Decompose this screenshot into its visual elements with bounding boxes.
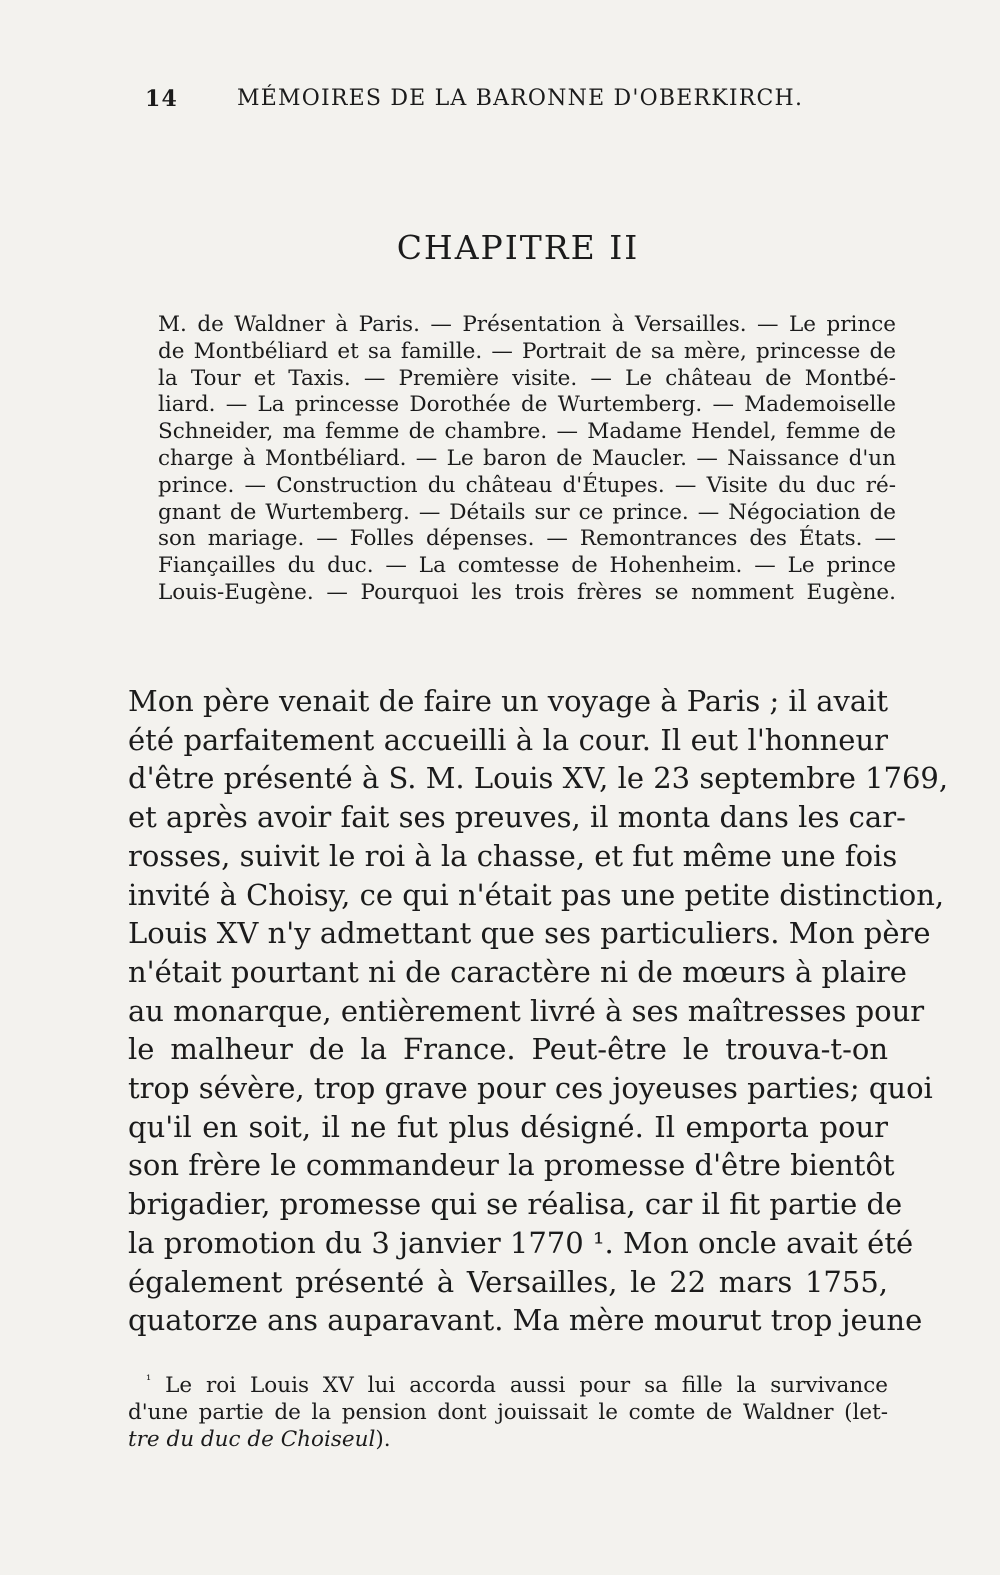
footnote-line xyxy=(128,1372,888,1399)
body-line: la promotion du 3 janvier 1770 ¹. Mon oncle avait été xyxy=(128,1225,914,1260)
chapter-summary xyxy=(158,312,896,607)
summary-line: Schneider, ma femme de chambre. — Madame Hendel, femme de xyxy=(158,419,896,445)
summary-line: Fiançailles du duc. — La comtesse de Hohenheim. — Le prince xyxy=(158,553,896,579)
footnote-text-1: Le roi Louis XV lui accorda aussi pour sa fille la survivance xyxy=(165,1373,888,1398)
body-line: n'était pourtant ni de caractère ni de mœurs à plaire xyxy=(128,954,907,989)
summary-line: son mariage. — Folles dépenses. — Remontrances des États. — xyxy=(158,526,896,552)
chapter-title: CHAPITRE II xyxy=(396,228,640,267)
running-title: MÉMOIRES DE LA BARONNE D'OBERKIRCH. xyxy=(237,86,804,111)
footnote-marker: ¹ xyxy=(146,1372,152,1388)
body-line: d'être présenté à S. M. Louis XV, le 23 septembre 1769, xyxy=(128,761,949,796)
summary-line: charge à Montbéliard. — Le baron de Maucler. — Naissance d'un xyxy=(158,445,896,471)
body-line: son frère le commandeur la promesse d'être bientôt xyxy=(128,1148,895,1183)
body-line: quatorze ans auparavant. Ma mère mourut trop jeune xyxy=(128,1303,923,1338)
body-line: au monarque, entièrement livré à ses maîtresses pour xyxy=(128,993,925,1028)
body-line: Louis XV n'y admettant que ses particuliers. Mon père xyxy=(128,916,931,951)
body-line: rosses, suivit le roi à la chasse, et fut même une fois xyxy=(128,838,898,873)
body-line: également présenté à Versailles, le 22 mars 1755, xyxy=(128,1264,888,1299)
footnote xyxy=(128,1372,888,1453)
summary-line: gnant de Wurtemberg. — Détails sur ce prince. — Négociation de xyxy=(158,499,896,525)
footnote-line: d'une partie de la pension dont jouissait le comte de Waldner (let- xyxy=(128,1400,888,1425)
body-line: et après avoir fait ses preuves, il monta dans les car- xyxy=(128,800,906,835)
body-line: qu'il en soit, il ne fut plus désigné. Il emporta pour xyxy=(128,1109,888,1144)
body-line: Mon père venait de faire un voyage à Paris ; il avait xyxy=(128,684,889,718)
summary-line: de Montbéliard et sa famille. — Portrait de sa mère, princesse de xyxy=(158,338,896,364)
running-head xyxy=(145,86,875,122)
body-line: été parfaitement accueilli à la cour. Il eut l'honneur xyxy=(128,722,888,757)
footnote-end: ). xyxy=(375,1427,391,1452)
body-line: brigadier, promesse qui se réalisa, car il fit partie de xyxy=(128,1187,903,1222)
body-line: trop sévère, trop grave pour ces joyeuses parties; quoi xyxy=(128,1071,933,1106)
body-line: le malheur de la France. Peut-être le trouva-t-on xyxy=(128,1032,888,1067)
body-line: invité à Choisy, ce qui n'était pas une petite distinction, xyxy=(128,877,945,912)
summary-line: prince. — Construction du château d'Étupes. — Visite du duc ré- xyxy=(158,472,896,498)
summary-line: Louis-Eugène. — Pourquoi les trois frères se nomment Eugène. xyxy=(158,579,896,605)
footnote-citation: tre du duc de Choiseul xyxy=(128,1427,376,1452)
summary-line: M. de Waldner à Paris. — Présentation à Versailles. — Le prince xyxy=(158,312,896,337)
summary-line: liard. — La princesse Dorothée de Wurtemberg. — Mademoiselle xyxy=(158,392,896,418)
page-number: 14 xyxy=(145,86,179,112)
footnote-line xyxy=(128,1426,888,1453)
summary-line: la Tour et Taxis. — Première visite. — Le château de Montbé- xyxy=(158,365,896,391)
body-text xyxy=(128,682,949,1340)
